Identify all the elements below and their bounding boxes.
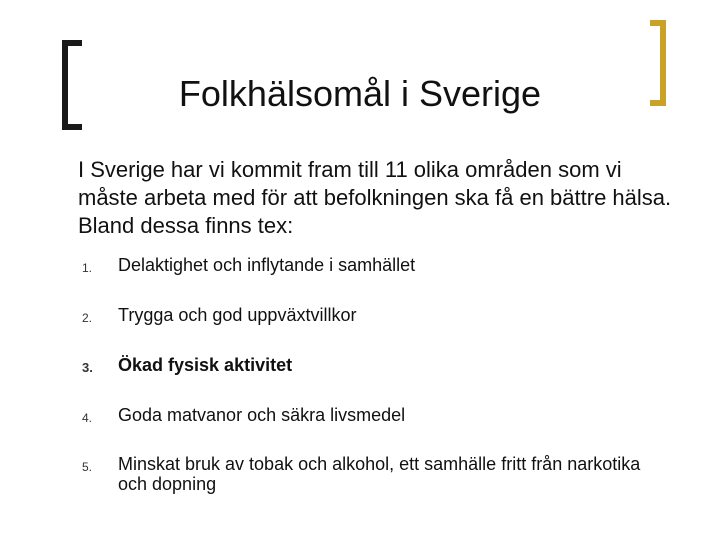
left-bracket-decoration <box>62 40 82 130</box>
slide-title: Folkhälsomål i Sverige <box>178 73 542 114</box>
list-item-text: Ökad fysisk aktivitet <box>118 355 293 375</box>
list-item-text: Minskat bruk av tobak och alkohol, ett samhälle fritt från narkotika och dopning <box>118 454 641 494</box>
list-item-text: Trygga och god uppväxtvillkor <box>118 305 357 325</box>
intro-paragraph: I Sverige har vi kommit fram till 11 olika områden som vi måste arbeta med för att befolkningen ska få en bättre hälsa. Bland dessa finns tex: <box>78 157 672 238</box>
right-bracket-decoration <box>650 20 666 106</box>
list-item-number: 1. <box>82 261 93 275</box>
list-item-text: Goda matvanor och säkra livsmedel <box>118 405 406 425</box>
list-item-number: 2. <box>82 311 93 325</box>
list-item-number: 3. <box>82 360 93 375</box>
list-item-number: 5. <box>82 460 93 474</box>
list-item-number: 4. <box>82 411 93 425</box>
list-item-text: Delaktighet och inflytande i samhället <box>118 255 416 275</box>
